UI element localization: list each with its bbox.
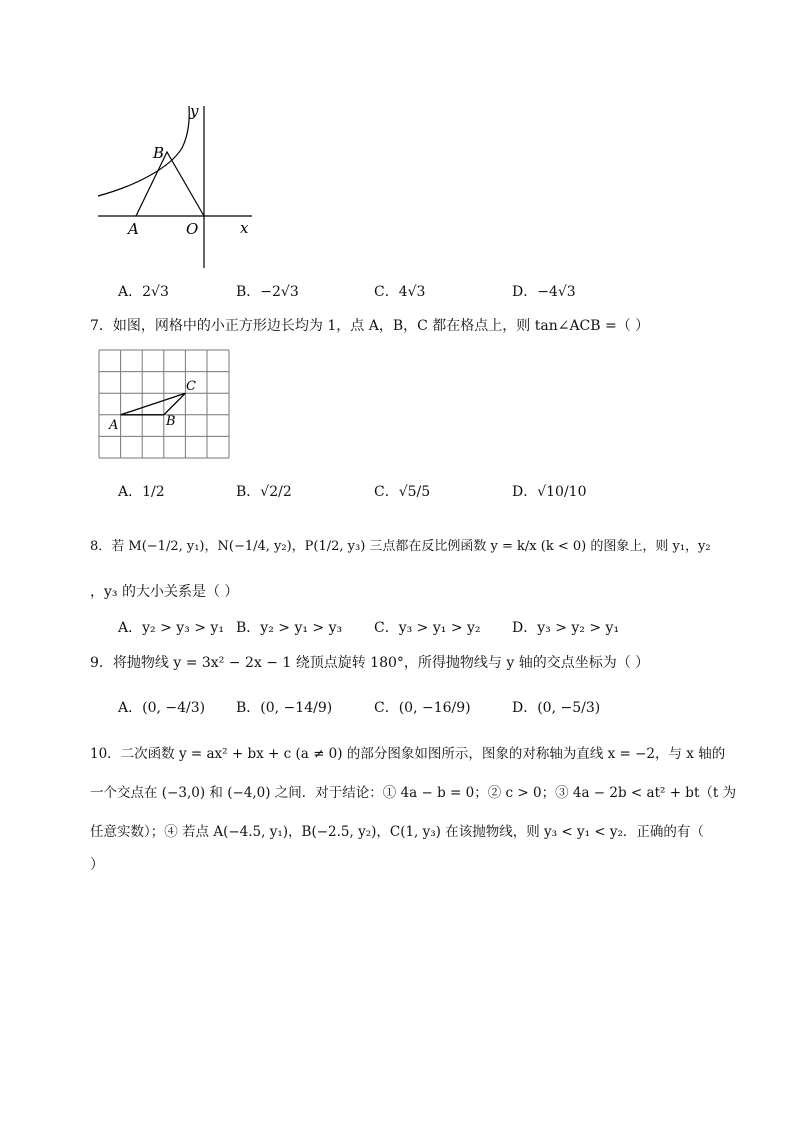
q7-option-d: D．√10/10 — [512, 484, 587, 500]
axis-x-label: x — [240, 219, 249, 237]
q7-stem: 7．如图，网格中的小正方形边长均为 1，点 A，B，C 都在格点上，则 tan∠ACB =（ ） — [90, 318, 650, 334]
q10-stem-line2: 一个交点在 (−3,0) 和 (−4,0) 之间．对于结论：① 4a − b = 0；② c > 0；③ 4a − 2b < at² + bt（t 为 — [90, 785, 737, 801]
q7-option-a: A．1/2 — [118, 484, 165, 500]
grid-point-a-label: A — [109, 418, 119, 433]
q10-stem-line1: 10．二次函数 y = ax² + bx + c (a ≠ 0) 的部分图象如图所示，图象的对称轴为直线 x = −2，与 x 轴的 — [90, 746, 726, 762]
point-a-label: A — [128, 220, 139, 238]
q7-option-c: C．√5/5 — [374, 484, 431, 500]
q7-grid-figure — [98, 349, 232, 461]
q9-stem: 9．将抛物线 y = 3x² − 2x − 1 绕顶点旋转 180°，所得抛物线与 y 轴的交点坐标为（ ） — [90, 655, 650, 671]
point-o-label: O — [186, 220, 199, 238]
q6-option-a: A．2√3 — [118, 284, 169, 300]
q6-figure — [90, 100, 260, 270]
q8-option-d: D．y₃ > y₂ > y₁ — [512, 620, 620, 636]
axis-y-label: y — [190, 102, 199, 120]
q9-option-c: C．(0, −16/9) — [374, 700, 471, 716]
q8-stem-line2: ，y₃ 的大小关系是（ ） — [90, 584, 239, 600]
q6-option-c: C．4√3 — [374, 284, 426, 300]
q10-stem-line3: 任意实数）；④ 若点 A(−4.5, y₁)，B(−2.5, y₂)，C(1, y₃) 在该抛物线，则 y₃ < y₁ < y₂．正确的有（ — [90, 824, 704, 840]
q9-option-d: D．(0, −5/3) — [512, 700, 601, 716]
q8-option-c: C．y₃ > y₁ > y₂ — [374, 620, 481, 636]
q9-option-a: A．(0, −4/3) — [118, 700, 206, 716]
grid-point-b-label: B — [166, 414, 176, 429]
q9-option-b: B．(0, −14/9) — [236, 700, 333, 716]
q8-stem-line1: 8．若 M(−1/2, y₁)，N(−1/4, y₂)，P(1/2, y₃) 三点都在反比例函数 y = k/x (k < 0) 的图象上，则 y₁，y₂ — [90, 539, 711, 554]
q7-option-b: B．√2/2 — [236, 484, 292, 500]
q6-option-d: D．−4√3 — [512, 284, 576, 300]
q6-option-b: B．−2√3 — [236, 284, 299, 300]
point-b-label: B — [153, 144, 165, 162]
q8-option-a: A．y₂ > y₃ > y₁ — [118, 620, 224, 636]
grid-point-c-label: C — [186, 379, 196, 394]
q10-stem-line4: ） — [90, 857, 104, 873]
q8-option-b: B．y₂ > y₁ > y₃ — [236, 620, 343, 636]
